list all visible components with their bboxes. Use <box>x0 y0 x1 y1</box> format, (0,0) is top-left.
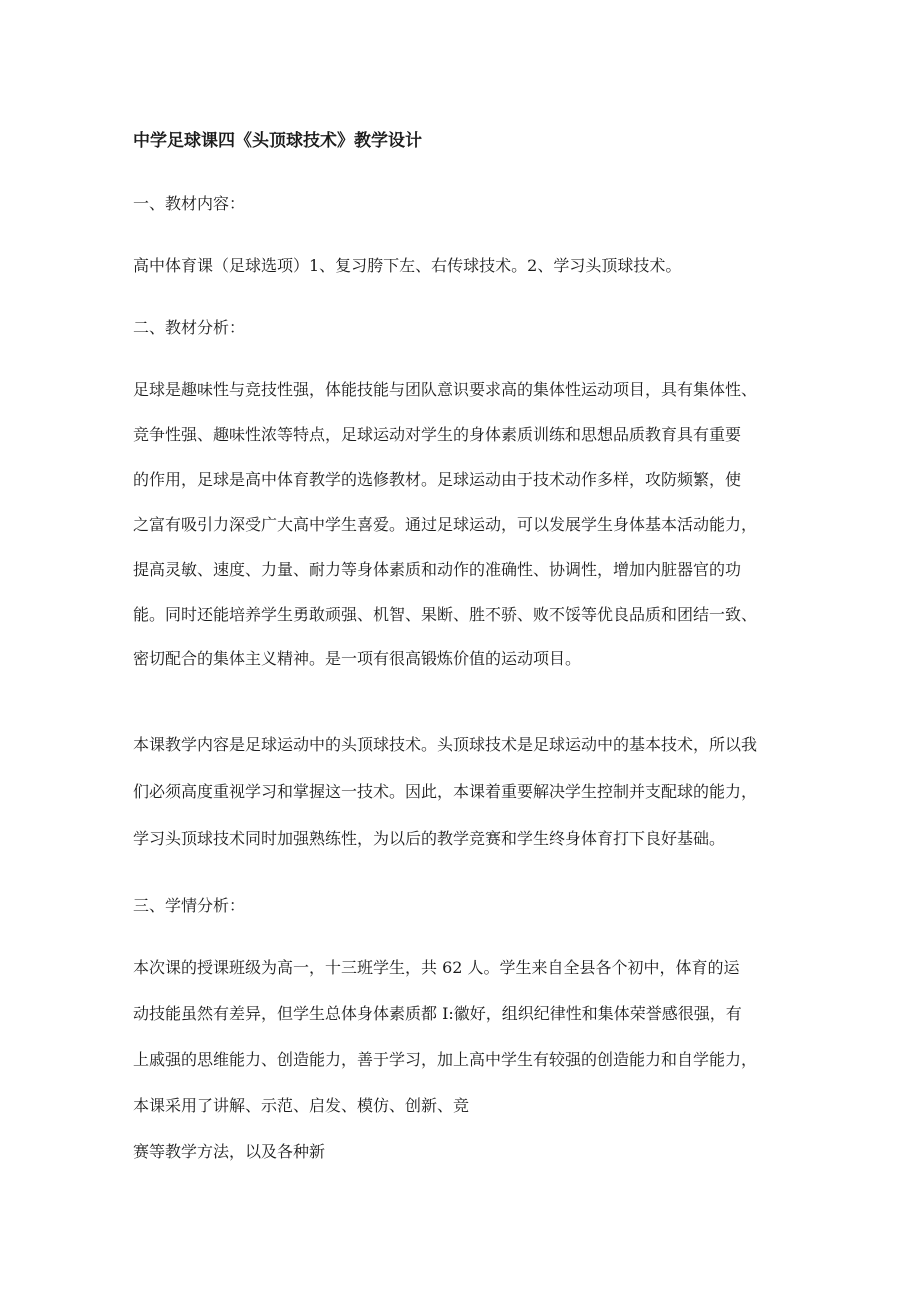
paragraph-line: 学习头顶球技术同时加强熟练性，为以后的教学竞赛和学生终身体育打下良好基础。 <box>133 829 726 848</box>
paragraph-line: 本次课的授课班级为高一，十三班学生，共 62 人。学生来自全县各个初中，体育的运 <box>133 958 740 977</box>
paragraph-line: 之富有吸引力深受广大高中学生喜爱。通过足球运动，可以发展学生身体基本活动能力， <box>133 515 758 534</box>
paragraph-line: 足球是趣味性与竞技性强，体能技能与团队意识要求高的集体性运动项目，具有集体性、 <box>133 380 758 399</box>
paragraph-line: 们必须高度重视学习和掌握这一技术。因此，本课着重要解决学生控制并支配球的能力， <box>133 782 758 801</box>
paragraph-line: 动技能虽然有差异，但学生总体身体素质都 I:徽好，组织纪律性和集体荣誉感很强，有 <box>133 1004 742 1023</box>
section-heading-analysis: 二、教材分析： <box>133 318 246 337</box>
materials-text: 高中体育课（足球选项）1、复习胯下左、右传球技术。2、学习头顶球技术。 <box>133 256 682 275</box>
section-heading-materials: 一、教材内容： <box>133 194 246 213</box>
paragraph-line: 能。同时还能培养学生勇敢顽强、机智、果断、胜不骄、败不馁等优良品质和团结一致、 <box>133 605 758 624</box>
paragraph-line: 密切配合的集体主义精神。是一项有很高锻炼价值的运动项目。 <box>133 649 582 668</box>
paragraph-line: 上戚强的思维能力、创造能力，善于学习，加上高中学生有较强的创造能力和自学能力， <box>133 1050 758 1069</box>
paragraph-line: 提高灵敏、速度、力量、耐力等身体素质和动作的准确性、协调性，增加内脏器官的功 <box>133 560 742 579</box>
document-title: 中学足球课四《头顶球技术》教学设计 <box>133 131 422 151</box>
paragraph-line: 赛等教学方法，以及各种新 <box>133 1142 326 1161</box>
paragraph-line: 竞争性强、趣味性浓等特点，足球运动对学生的身体素质训练和思想品质教育具有重要 <box>133 425 742 444</box>
paragraph-line: 的作用，足球是高中体育教学的选修教材。足球运动由于技术动作多样，攻防频繁，使 <box>133 470 742 489</box>
paragraph-line: 本课教学内容是足球运动中的头顶球技术。头顶球技术是足球运动中的基本技术，所以我 <box>133 735 758 754</box>
section-heading-learner-analysis: 三、学情分析： <box>133 896 246 915</box>
paragraph-line: 本课采用了讲解、示范、启发、模仿、创新、竞 <box>133 1096 470 1115</box>
